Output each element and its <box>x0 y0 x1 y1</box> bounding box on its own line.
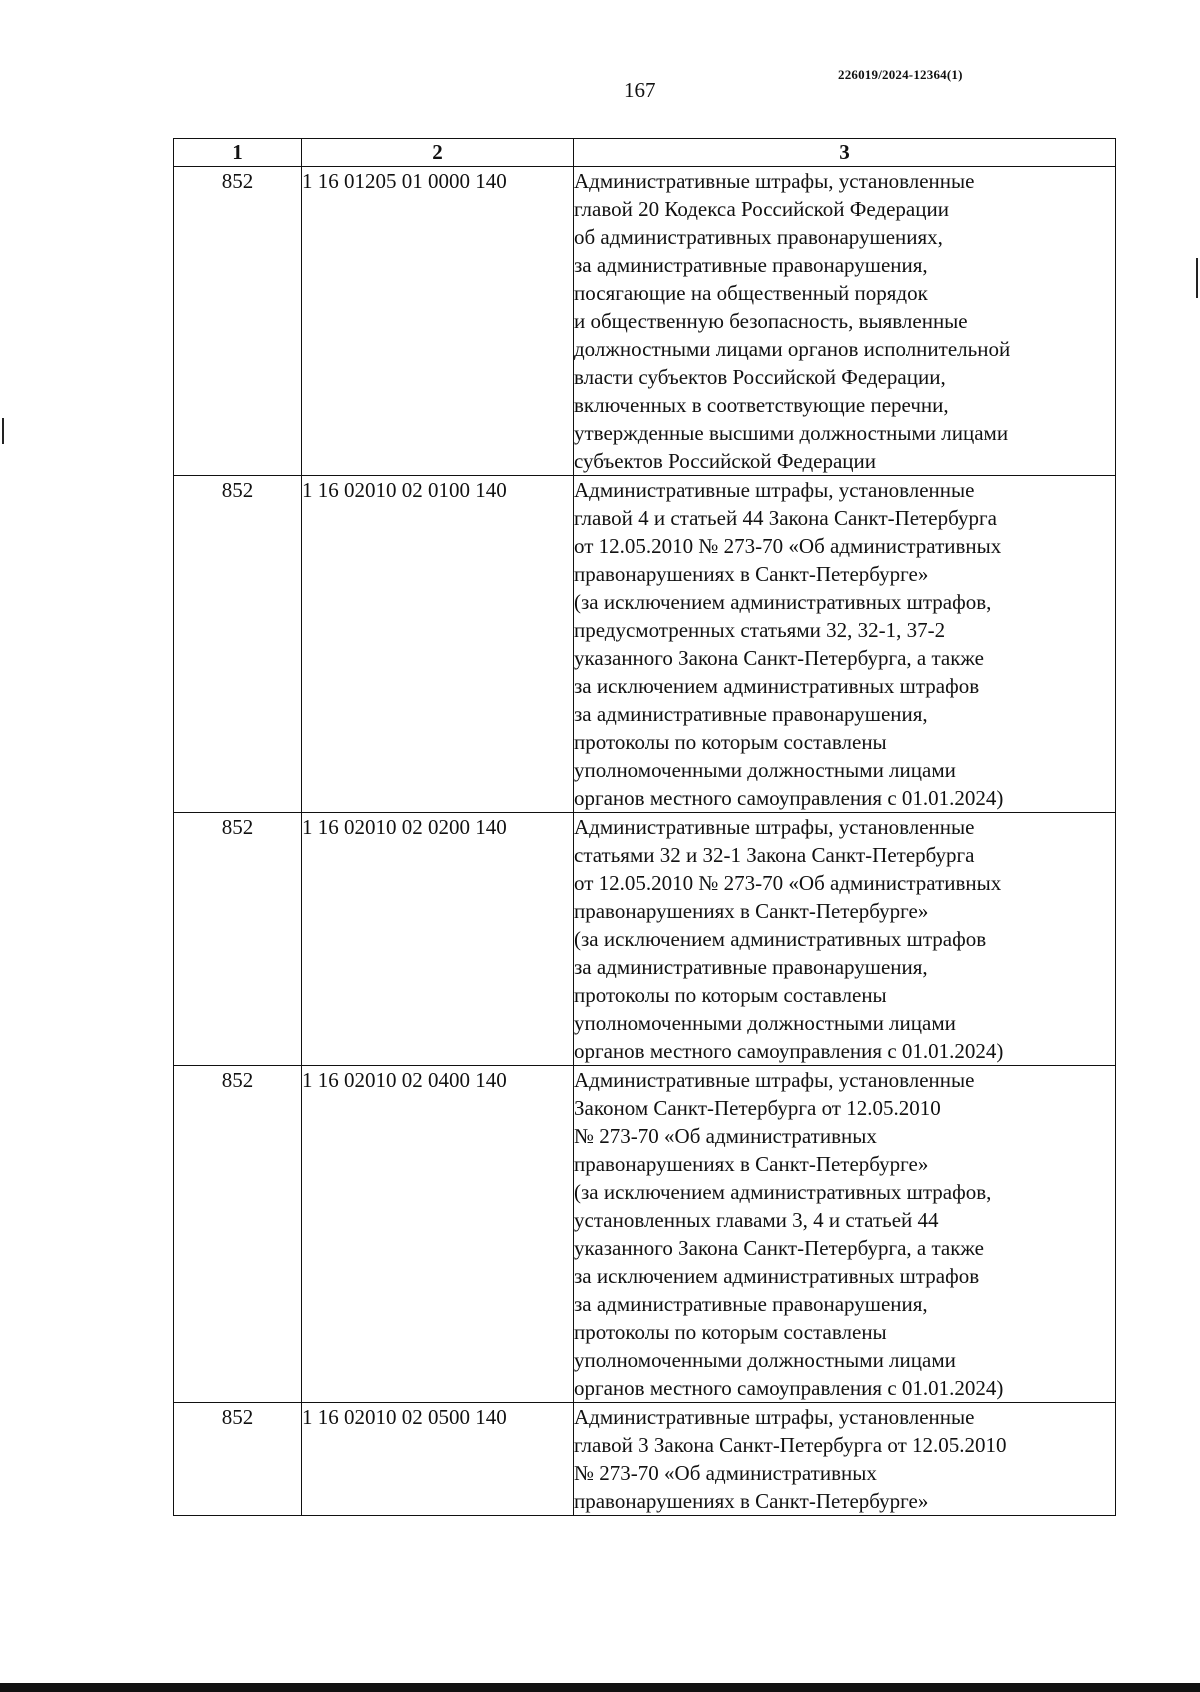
description-line: правонарушениях в Санкт-Петербурге» <box>574 1489 929 1513</box>
admin-code-cell: 852 <box>174 1066 302 1403</box>
description-line: субъектов Российской Федерации <box>574 449 877 473</box>
description-line: предусмотренных статьями 32, 32-1, 37-2 <box>574 618 946 642</box>
description-line: указанного Закона Санкт-Петербурга, а также <box>574 646 984 670</box>
description-line: Административные штрафы, установленные <box>574 1068 975 1092</box>
table-header-row <box>174 139 1116 167</box>
description-line: протоколы по которым составлены <box>574 1320 887 1344</box>
description-line: органов местного самоуправления с 01.01.2024) <box>574 786 1004 810</box>
description-line: от 12.05.2010 № 273-70 «Об административных <box>574 534 1002 558</box>
description-line: главой 4 и статьей 44 Закона Санкт-Петербурга <box>574 506 997 530</box>
description-line: Законом Санкт-Петербурга от 12.05.2010 <box>574 1096 941 1120</box>
description-line: за административные правонарушения, <box>574 253 928 277</box>
description-line: установленных главами 3, 4 и статьей 44 <box>574 1208 939 1232</box>
budget-code-cell: 1 16 01205 01 0000 140 <box>302 167 574 476</box>
description-line: правонарушениях в Санкт-Петербурге» <box>574 1152 929 1176</box>
admin-code-cell: 852 <box>174 476 302 813</box>
description-line: правонарушениях в Санкт-Петербурге» <box>574 899 929 923</box>
description-cell <box>574 167 1116 476</box>
description-line: утвержденные высшими должностными лицами <box>574 421 1009 445</box>
description-line: за административные правонарушения, <box>574 702 928 726</box>
document-id: 226019/2024-12364(1) <box>838 67 963 82</box>
description-line: уполномоченными должностными лицами <box>574 758 956 782</box>
description-line: власти субъектов Российской Федерации, <box>574 365 946 389</box>
description-line: (за исключением административных штрафов <box>574 927 987 951</box>
table-row <box>174 167 1116 476</box>
fees-table <box>173 138 1116 1516</box>
description-line: Административные штрафы, установленные <box>574 1405 975 1429</box>
description-line: за административные правонарушения, <box>574 955 928 979</box>
column-header: 2 <box>302 139 574 167</box>
budget-code-cell: 1 16 02010 02 0500 140 <box>302 1403 574 1516</box>
page-number: 167 <box>624 78 656 102</box>
description-line: включенных в соответствующие перечни, <box>574 393 949 417</box>
description-line: органов местного самоуправления с 01.01.2024) <box>574 1376 1004 1400</box>
description-line: (за исключением административных штрафов, <box>574 1180 992 1204</box>
description-cell <box>574 1403 1116 1516</box>
description-line: об административных правонарушениях, <box>574 225 943 249</box>
description-line: посягающие на общественный порядок <box>574 281 928 305</box>
description-line: органов местного самоуправления с 01.01.2024) <box>574 1039 1004 1063</box>
description-line: № 273-70 «Об административных <box>574 1461 877 1485</box>
description-line: Административные штрафы, установленные <box>574 169 975 193</box>
description-line: уполномоченными должностными лицами <box>574 1348 956 1372</box>
description-line: Административные штрафы, установленные <box>574 815 975 839</box>
table-row <box>174 1066 1116 1403</box>
budget-code-cell: 1 16 02010 02 0100 140 <box>302 476 574 813</box>
description-line: протоколы по которым составлены <box>574 730 887 754</box>
description-cell <box>574 1066 1116 1403</box>
admin-code-cell: 852 <box>174 167 302 476</box>
description-line: уполномоченными должностными лицами <box>574 1011 956 1035</box>
scan-bottom-edge <box>0 1683 1200 1692</box>
description-line: за административные правонарушения, <box>574 1292 928 1316</box>
table-row <box>174 1403 1116 1516</box>
admin-code-cell: 852 <box>174 813 302 1066</box>
description-line: от 12.05.2010 № 273-70 «Об административных <box>574 871 1002 895</box>
description-line: главой 20 Кодекса Российской Федерации <box>574 197 949 221</box>
table-row <box>174 813 1116 1066</box>
budget-code-cell: 1 16 02010 02 0200 140 <box>302 813 574 1066</box>
description-line: за исключением административных штрафов <box>574 1264 980 1288</box>
description-line: статьями 32 и 32-1 Закона Санкт-Петербурга <box>574 843 975 867</box>
budget-code-cell: 1 16 02010 02 0400 140 <box>302 1066 574 1403</box>
description-line: протоколы по которым составлены <box>574 983 887 1007</box>
description-line: указанного Закона Санкт-Петербурга, а также <box>574 1236 984 1260</box>
description-line: (за исключением административных штрафов, <box>574 590 992 614</box>
description-line: Административные штрафы, установленные <box>574 478 975 502</box>
description-line: главой 3 Закона Санкт-Петербурга от 12.05.2010 <box>574 1433 1007 1457</box>
description-line: и общественную безопасность, выявленные <box>574 309 968 333</box>
scan-mark-right <box>1196 258 1198 298</box>
table-body <box>174 167 1116 1516</box>
table-row <box>174 476 1116 813</box>
admin-code-cell: 852 <box>174 1403 302 1516</box>
column-header: 1 <box>174 139 302 167</box>
description-line: за исключением административных штрафов <box>574 674 980 698</box>
description-line: правонарушениях в Санкт-Петербурге» <box>574 562 929 586</box>
description-line: № 273-70 «Об административных <box>574 1124 877 1148</box>
description-cell <box>574 813 1116 1066</box>
column-header: 3 <box>574 139 1116 167</box>
description-line: должностными лицами органов исполнительной <box>574 337 1011 361</box>
scan-mark-left <box>2 418 4 444</box>
description-cell <box>574 476 1116 813</box>
